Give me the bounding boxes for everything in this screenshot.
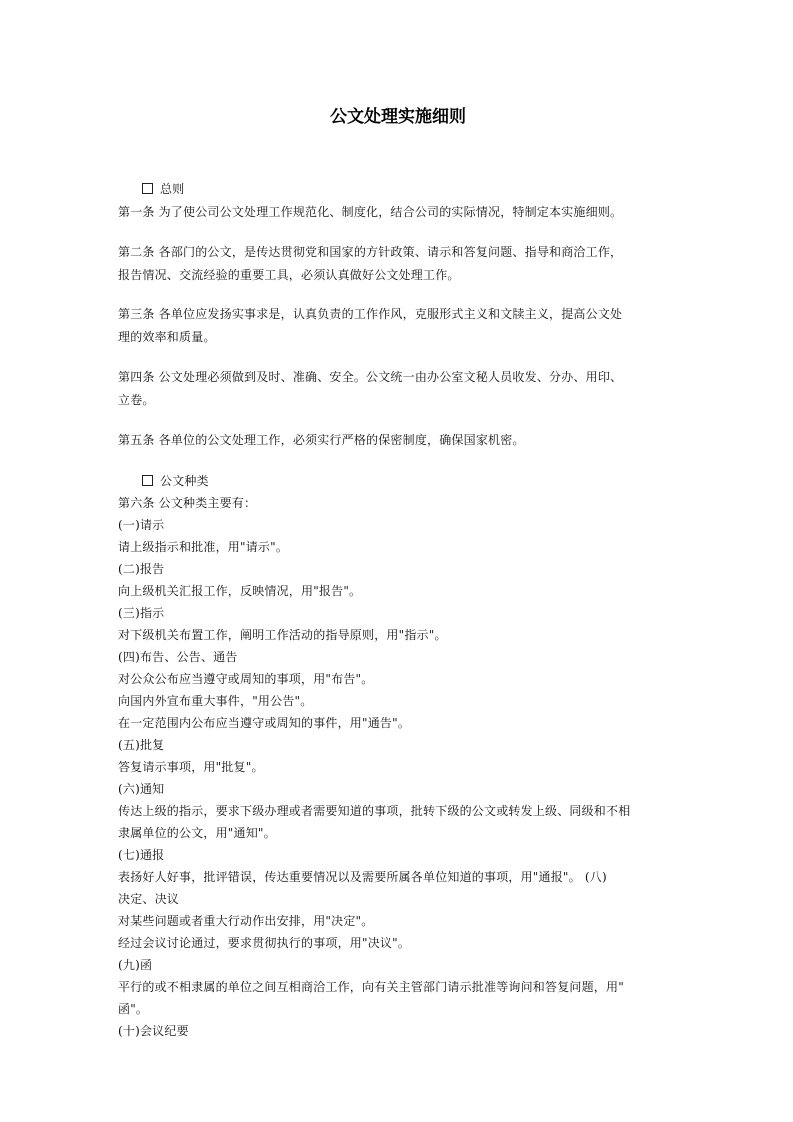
article-line: 第五条 各单位的公文处理工作，必须实行严格的保密制度，确保国家机密。 bbox=[118, 433, 525, 447]
list-line: 决定、决议 bbox=[118, 892, 180, 906]
article-line: 第一条 为了使公司公文处理工作规范化、制度化，结合公司的实际情况，特制定本实施细则。 bbox=[118, 205, 623, 219]
list-line: (七)通报 bbox=[118, 848, 165, 862]
list-line: (一)请示 bbox=[118, 518, 165, 532]
list-line: 请上级指示和批准，用"请示"。 bbox=[118, 540, 289, 554]
list-line: 函"。 bbox=[118, 1002, 149, 1016]
list-line: 向上级机关汇报工作，反映情况，用"报告"。 bbox=[118, 584, 362, 598]
article-line: 理的效率和质量。 bbox=[118, 330, 216, 344]
checkbox-icon bbox=[142, 183, 153, 194]
list-line: 经过会议讨论通过，要求贯彻执行的事项，用"决议"。 bbox=[118, 936, 411, 950]
document-title: 公文处理实施细则 bbox=[330, 107, 466, 127]
list-line: (五)批复 bbox=[118, 738, 165, 752]
list-line: (六)通知 bbox=[118, 782, 165, 796]
article-line: 第六条 公文种类主要有： bbox=[118, 496, 257, 510]
list-line: 表扬好人好事，批评错误，传达重要情况以及需要所属各单位知道的事项，用"通报"。 (八) bbox=[118, 870, 607, 884]
section-heading: 总则 bbox=[118, 181, 702, 197]
list-line: (四)布告、公告、通告 bbox=[118, 650, 238, 664]
article-line: 报告情况、交流经验的重要工具，必须认真做好公文处理工作。 bbox=[118, 268, 460, 282]
article-line: 第二条 各部门的公文，是传达贯彻党和国家的方针政策、请示和答复问题、指导和商洽工作， bbox=[118, 245, 623, 259]
list-line: 向国内外宣布重大事件，"用公告"。 bbox=[118, 694, 313, 708]
list-line: (九)函 bbox=[118, 958, 153, 972]
list-line: (二)报告 bbox=[118, 562, 165, 576]
section-heading: 公文种类 bbox=[118, 473, 702, 489]
checkbox-icon bbox=[142, 475, 153, 486]
list-line: 对公众公布应当遵守或周知的事项，用"布告"。 bbox=[118, 672, 374, 686]
article-line: 第四条 公文处理必须做到及时、准确、安全。公文统一由办公室文秘人员收发、分办、用印、 bbox=[118, 370, 623, 384]
article-line: 第三条 各单位应发扬实事求是，认真负责的工作作风，克服形式主义和文牍主义，提高公文处 bbox=[118, 307, 623, 321]
list-line: 对某些问题或者重大行动作出安排，用"决定"。 bbox=[118, 914, 374, 928]
list-line: 对下级机关布置工作，阐明工作活动的指导原则，用"指示"。 bbox=[118, 628, 447, 642]
list-line: (三)指示 bbox=[118, 606, 165, 620]
list-line: 传达上级的指示，要求下级办理或者需要知道的事项，批转下级的公文或转发上级、同级和不相 bbox=[118, 804, 631, 818]
list-line: 平行的或不相隶属的单位之间互相商洽工作，向有关主管部门请示批准等询问和答复问题，用" bbox=[118, 980, 624, 994]
list-line: 答复请示事项，用"批复"。 bbox=[118, 760, 264, 774]
article-line: 立卷。 bbox=[118, 393, 155, 407]
list-line: 在一定范围内公布应当遵守或周知的事件，用"通告"。 bbox=[118, 716, 411, 730]
list-line: 隶属单位的公文，用"通知"。 bbox=[118, 826, 276, 840]
list-line: (十)会议纪要 bbox=[118, 1024, 189, 1038]
